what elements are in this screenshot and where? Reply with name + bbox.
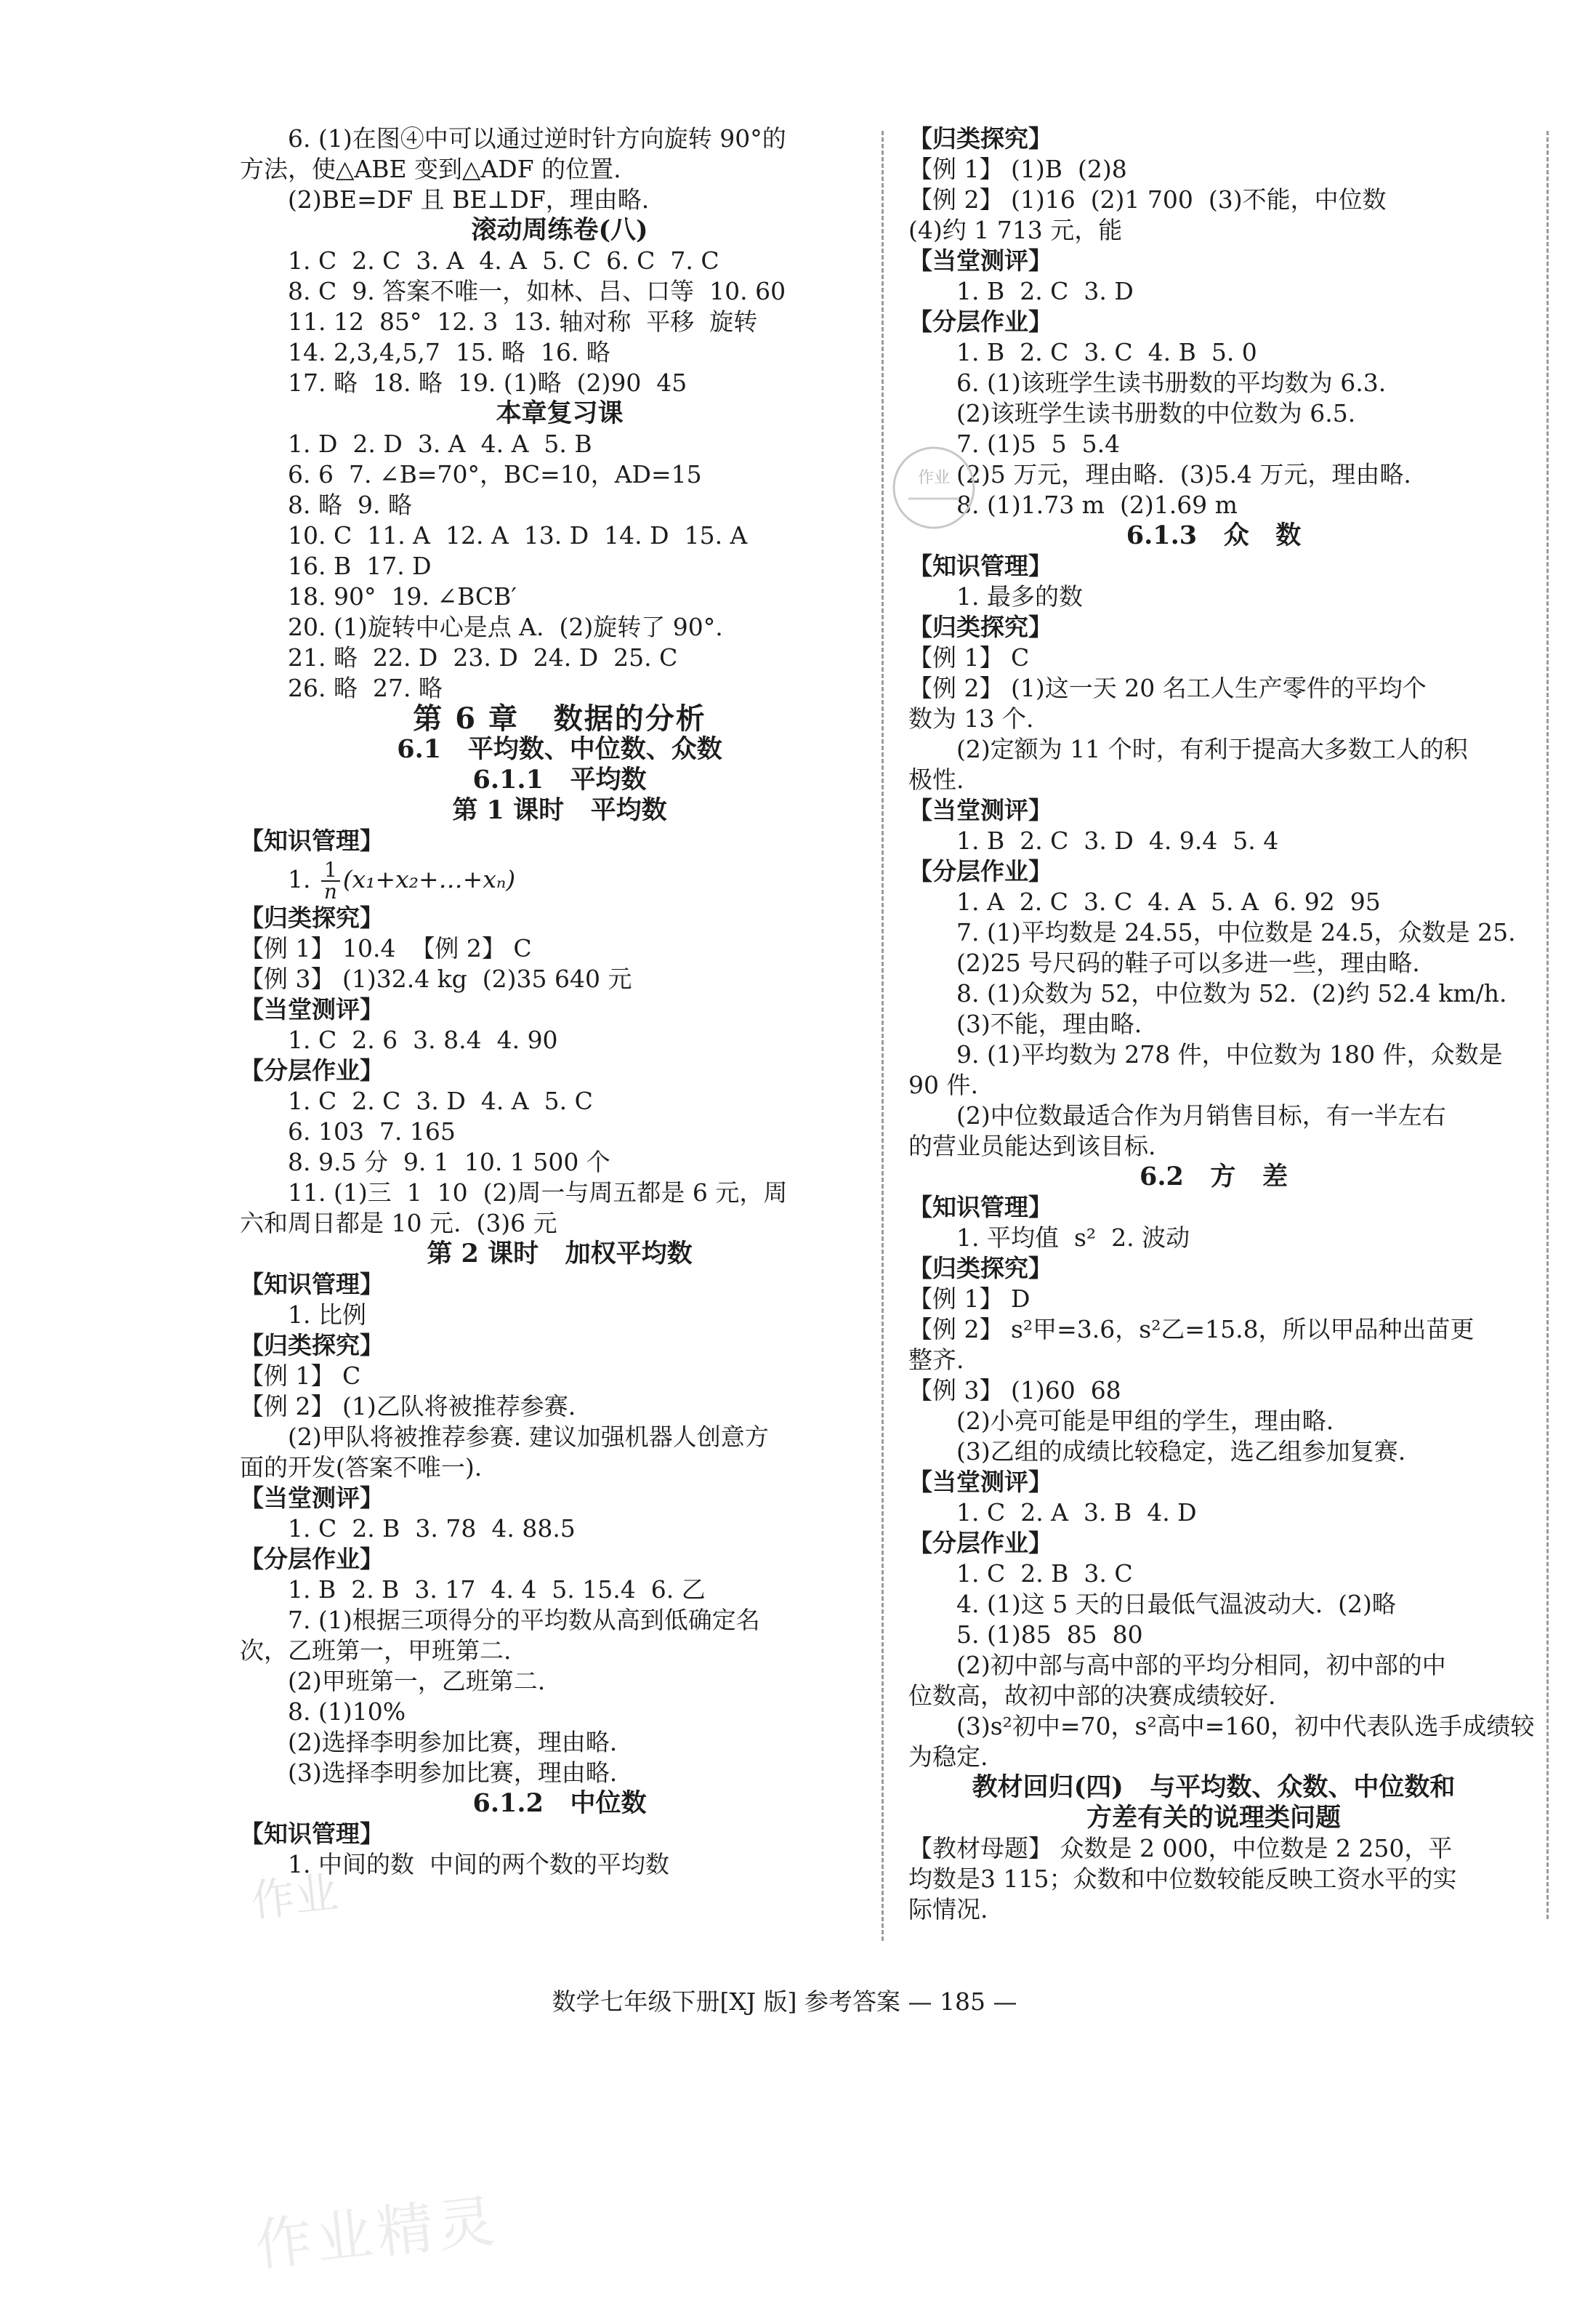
col-right-line: 【例 2】 s²甲=3.6，s²乙=15.8，所以甲品种出苗更	[908, 1315, 1475, 1343]
fraction	[321, 860, 340, 902]
col-right-line: 1. A 2. C 3. C 4. A 5. A 6. 92 95	[956, 888, 1381, 916]
col-left-line: 6.1.2 中位数	[472, 1788, 647, 1818]
col-right-line: 6. (1)该班学生读书册数的平均数为 6.3.	[956, 369, 1387, 397]
col-right-line: 【知识管理】	[908, 1193, 1052, 1221]
col-left-line: 8. (1)10%	[288, 1697, 406, 1726]
col-right-line: 极性.	[908, 765, 964, 794]
col-right-line: 6.1.3 众 数	[1126, 520, 1302, 550]
left-column	[240, 124, 879, 1880]
col-right-line: 9. (1)平均数为 278 件，中位数为 180 件，众数是	[956, 1040, 1503, 1069]
col-right-line: (2)该班学生读书册数的中位数为 6.5.	[956, 399, 1356, 427]
col-right-line: 8. (1)众数为 52，中位数为 52. (2)约 52.4 km/h.	[956, 979, 1507, 1008]
col-left-line: 【例 1】 C	[240, 1362, 361, 1390]
col-left-line: 【知识管理】	[240, 1820, 384, 1848]
fraction-expression: (x₁+x₂+…+xₙ)	[342, 865, 516, 893]
col-left-line: 6.1 平均数、中位数、众数	[397, 734, 722, 764]
col-left-line: (3)选择李明参加比赛，理由略.	[288, 1758, 618, 1787]
col-left-line: (2)甲班第一，乙班第二.	[288, 1667, 546, 1695]
col-right-line: 的营业员能达到该目标.	[908, 1132, 1156, 1160]
col-right-line: (2)定额为 11 个时，有利于提高大多数工人的积	[956, 735, 1468, 763]
col-left-line: 6. 6 7. ∠B=70°，BC=10，AD=15	[288, 460, 702, 488]
col-right-line: 【当堂测评】	[908, 246, 1052, 275]
column-divider	[882, 131, 884, 1941]
col-left-line: 【知识管理】	[240, 1270, 384, 1298]
col-right-line: 【当堂测评】	[908, 796, 1052, 824]
col-right-line: 数为 13 个.	[908, 704, 1034, 733]
col-left-line: 【例 3】 (1)32.4 kg (2)35 640 元	[240, 965, 632, 993]
col-left-line: 第 6 章 数据的分析	[413, 701, 706, 736]
col-left-line: 1. 中间的数 中间的两个数的平均数	[288, 1850, 669, 1878]
col-right-line: (2)小亮可能是甲组的学生，理由略.	[956, 1407, 1334, 1435]
col-right-line: 【分层作业】	[908, 1529, 1052, 1557]
col-right-line: 8. (1)1.73 m (2)1.69 m	[956, 491, 1238, 519]
right-column	[908, 124, 1535, 1925]
col-right-line: 【例 1】 (1)B (2)8	[908, 155, 1127, 183]
col-left-line: 【归类探究】	[240, 1331, 384, 1359]
col-left-line: 6. 103 7. 165	[288, 1117, 456, 1146]
col-right-line: 方差有关的说理类问题	[1086, 1803, 1341, 1833]
col-right-line: (3)乙组的成绩比较稳定，选乙组参加复赛.	[956, 1437, 1406, 1465]
right-edge-line	[1546, 131, 1549, 1919]
col-left-line: 【归类探究】	[240, 904, 384, 932]
col-left-line: 【分层作业】	[240, 1056, 384, 1085]
col-left-line: (2)甲队将被推荐参赛. 建议加强机器人创意方	[288, 1423, 769, 1451]
col-left-line: 【分层作业】	[240, 1545, 384, 1573]
col-left-line: 次，乙班第一，甲班第二.	[240, 1636, 512, 1665]
col-right-line: (3)s²初中=70，s²高中=160，初中代表队选手成绩较	[956, 1712, 1535, 1740]
col-left-line: 8. 略 9. 略	[288, 491, 412, 519]
col-left-line: 面的开发(答案不唯一).	[240, 1453, 483, 1481]
col-right-line: 【例 1】 C	[908, 643, 1030, 672]
col-right-line: 1. C 2. B 3. C	[956, 1559, 1133, 1588]
col-left-line: 滚动周练卷(八)	[471, 215, 648, 245]
watermark-small: 作业	[249, 1867, 341, 1928]
col-left-line: 第 1 课时 平均数	[452, 795, 667, 825]
col-right-line: 位数高，故初中部的决赛成绩较好.	[908, 1681, 1276, 1710]
col-right-line: 际情况.	[908, 1895, 988, 1923]
col-right-line: 1. B 2. C 3. D 4. 9.4 5. 4	[956, 827, 1279, 855]
col-right-line: 【分层作业】	[908, 307, 1052, 336]
col-left-line: 6. (1)在图④中可以通过逆时针方向旋转 90°的	[288, 124, 786, 153]
col-left-line: (2)BE=DF 且 BE⊥DF，理由略.	[288, 185, 650, 214]
col-right-line: (2)25 号尺码的鞋子可以多进一些，理由略.	[956, 949, 1420, 977]
col-right-line: 【例 1】 D	[908, 1284, 1030, 1313]
col-left-line: 六和周日都是 10 元. (3)6 元	[240, 1209, 557, 1237]
col-right-line: (4)约 1 713 元，能	[908, 216, 1123, 244]
col-right-line: 90 件.	[908, 1071, 978, 1099]
col-right-line: 【归类探究】	[908, 1254, 1052, 1282]
col-right-line: 整齐.	[908, 1346, 964, 1374]
col-right-line: 7. (1)5 5 5.4	[956, 430, 1121, 458]
col-right-line: 【分层作业】	[908, 857, 1052, 885]
col-left-line: 1. C 2. B 3. 78 4. 88.5	[288, 1514, 576, 1543]
col-right-line: 1. C 2. A 3. B 4. D	[956, 1498, 1197, 1527]
col-left-line: 第 2 课时 加权平均数	[427, 1239, 693, 1268]
col-left-line: 【例 1】 10.4 【例 2】 C	[240, 934, 532, 962]
page-footer: 数学七年级下册[XJ 版] 参考答案 — 185 —	[552, 1987, 1017, 2016]
col-right-line: 均数是3 115；众数和中位数较能反映工资水平的实	[908, 1865, 1457, 1893]
col-left-line: 方法，使△ABE 变到△ADF 的位置.	[240, 155, 621, 183]
col-left-line: 1. C 2. 6 3. 8.4 4. 90	[288, 1026, 558, 1054]
col-right-line: 1. B 2. C 3. D	[956, 277, 1134, 305]
col-left-line: 26. 略 27. 略	[288, 674, 443, 702]
col-right-line: 【当堂测评】	[908, 1468, 1052, 1496]
col-right-line: (2)初中部与高中部的平均分相同，初中部的中	[956, 1651, 1446, 1679]
col-right-line: 【教材母题】 众数是 2 000，中位数是 2 250，平	[908, 1834, 1453, 1862]
col-right-line: (2)5 万元，理由略. (3)5.4 万元，理由略.	[956, 460, 1411, 488]
col-left-line: 1. D 2. D 3. A 4. A 5. B	[288, 430, 592, 458]
col-left-line: 【知识管理】	[240, 827, 384, 855]
col-left-line: 21. 略 22. D 23. D 24. D 25. C	[288, 643, 678, 672]
col-right-line: 【例 3】 (1)60 68	[908, 1376, 1121, 1404]
col-right-line: 1. 平均值 s² 2. 波动	[956, 1223, 1190, 1252]
col-left-line: 10. C 11. A 12. A 13. D 14. D 15. A	[288, 521, 748, 550]
col-right-line: 4. (1)这 5 天的日最低气温波动大. (2)略	[956, 1590, 1396, 1618]
col-right-line: 【例 2】 (1)这一天 20 名工人生产零件的平均个	[908, 674, 1427, 702]
col-left-line: 11. 12 85° 12. 3 13. 轴对称 平移 旋转	[288, 307, 758, 336]
col-right-line: 1. 最多的数	[956, 582, 1083, 611]
col-left-line: 1. C 2. C 3. A 4. A 5. C 6. C 7. C	[288, 246, 719, 275]
fraction-denominator: n	[323, 880, 337, 904]
col-left-line: 8. C 9. 答案不唯一，如林、吕、口等 10. 60	[288, 277, 786, 305]
col-left-line: 8. 9.5 分 9. 1 10. 1 500 个	[288, 1148, 610, 1176]
fraction-prefix: 1.	[288, 865, 318, 893]
fraction-numerator: 1	[321, 860, 340, 882]
col-left-line: 【当堂测评】	[240, 995, 384, 1024]
stamp-icon	[887, 441, 981, 535]
col-right-line: 【归类探究】	[908, 124, 1052, 153]
col-right-line: 【知识管理】	[908, 552, 1052, 580]
col-right-line: 教材回归(四) 与平均数、众数、中位数和	[972, 1772, 1456, 1802]
stamp-label: 作业	[917, 469, 951, 487]
col-right-line: (3)不能，理由略.	[956, 1010, 1142, 1038]
col-left-line: 16. B 17. D	[288, 552, 432, 580]
watermark-bottom: 作业精灵	[251, 2188, 502, 2280]
col-left-line: 18. 90° 19. ∠BCB′	[288, 582, 517, 611]
col-right-line: 6.2 方 差	[1139, 1162, 1288, 1191]
col-right-line: 为稳定.	[908, 1742, 988, 1771]
col-left-line: 11. (1)三 1 10 (2)周一与周五都是 6 元，周	[288, 1178, 788, 1207]
col-left-line: 本章复习课	[496, 398, 624, 428]
col-right-line: (2)中位数最适合作为月销售目标，有一半左右	[956, 1101, 1446, 1130]
col-right-line: 【归类探究】	[908, 613, 1052, 641]
col-left-line: 1. B 2. B 3. 17 4. 4 5. 15.4 6. 乙	[288, 1575, 706, 1604]
col-left-line: 14. 2,3,4,5,7 15. 略 16. 略	[288, 338, 610, 366]
col-left-line: 1. C 2. C 3. D 4. A 5. C	[288, 1087, 593, 1115]
col-left-line: (2)选择李明参加比赛，理由略.	[288, 1728, 618, 1756]
col-left-line: 17. 略 18. 略 19. (1)略 (2)90 45	[288, 369, 687, 397]
col-right-line: 1. B 2. C 3. C 4. B 5. 0	[956, 338, 1257, 366]
col-left-line	[240, 856, 879, 903]
col-left-line: 【例 2】 (1)乙队将被推荐参赛.	[240, 1392, 576, 1420]
col-left-line: 1. 比例	[288, 1300, 366, 1329]
col-right-line: 7. (1)平均数是 24.55，中位数是 24.5，众数是 25.	[956, 918, 1516, 946]
col-left-line: 6.1.1 平均数	[472, 765, 647, 795]
col-right-line: 【例 2】 (1)16 (2)1 700 (3)不能，中位数	[908, 185, 1387, 214]
col-left-line: 7. (1)根据三项得分的平均数从高到低确定名	[288, 1606, 760, 1634]
col-left-line: 20. (1)旋转中心是点 A. (2)旋转了 90°.	[288, 613, 723, 641]
col-right-line: 5. (1)85 85 80	[956, 1620, 1143, 1649]
col-left-line: 【当堂测评】	[240, 1484, 384, 1512]
